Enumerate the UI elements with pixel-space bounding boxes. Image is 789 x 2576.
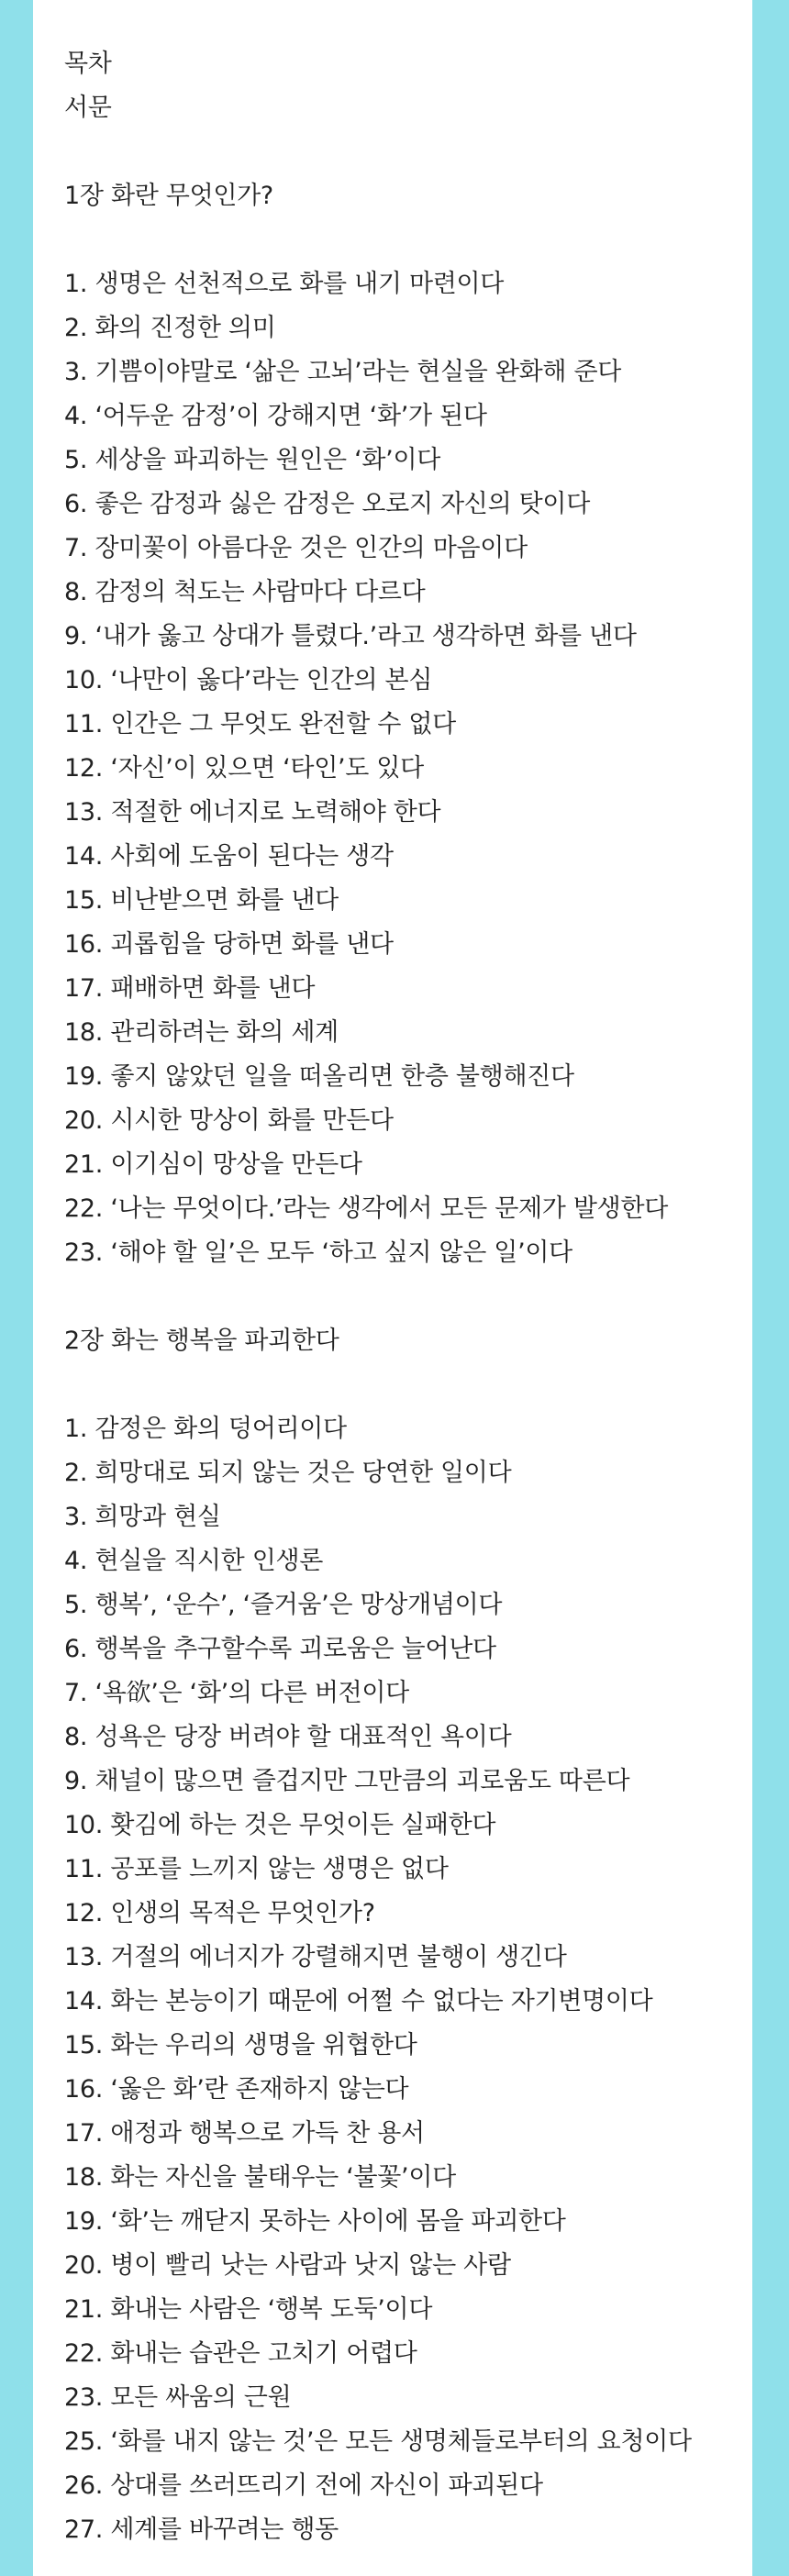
toc-item[interactable]: 6. 행복을 추구할수록 괴로움은 늘어난다 [64, 1635, 496, 1663]
toc-item[interactable]: 4. 현실을 직시한 인생론 [64, 1547, 324, 1575]
spacer [64, 1363, 743, 1407]
toc-item[interactable]: 17. 패배하면 화를 낸다 [64, 974, 316, 1003]
preface-entry[interactable]: 서문 [64, 94, 112, 122]
spacer [64, 1275, 743, 1319]
toc-item[interactable]: 20. 병이 빨리 낫는 사람과 낫지 않는 사람 [64, 2251, 511, 2280]
toc-item[interactable]: 9. 채널이 많으면 즐겁지만 그만큼의 괴로움도 따른다 [64, 1767, 630, 1795]
toc-item[interactable]: 27. 세계를 바꾸려는 행동 [64, 2515, 339, 2544]
toc-item[interactable]: 1. 감정은 화의 덩어리이다 [64, 1415, 347, 1443]
toc-item[interactable]: 18. 화는 자신을 불태우는 ‘불꽃’이다 [64, 2163, 456, 2192]
toc-item[interactable]: 2. 화의 진정한 의미 [64, 314, 276, 342]
toc-item[interactable]: 13. 적절한 에너지로 노력해야 한다 [64, 798, 441, 827]
toc-item[interactable]: 18. 관리하려는 화의 세계 [64, 1018, 339, 1047]
toc-item[interactable]: 1. 생명은 선천적으로 화를 내기 마련이다 [64, 270, 505, 298]
toc-item[interactable]: 21. 이기심이 망상을 만든다 [64, 1150, 362, 1179]
toc-item[interactable]: 22. ‘나는 무엇이다.’라는 생각에서 모든 문제가 발생한다 [64, 1194, 669, 1223]
toc-item[interactable]: 19. 좋지 않았던 일을 떠올리면 한층 불행해진다 [64, 1062, 574, 1091]
toc-item[interactable]: 21. 화내는 사람은 ‘행복 도둑’이다 [64, 2295, 433, 2324]
spacer [64, 218, 743, 262]
toc-item[interactable]: 9. ‘내가 옳고 상대가 틀렸다.’라고 생각하면 화를 낸다 [64, 622, 637, 650]
toc-item[interactable]: 7. 장미꽃이 아름다운 것은 인간의 마음이다 [64, 534, 528, 562]
toc-item[interactable]: 3. 기쁨이야말로 ‘삶은 고뇌’라는 현실을 완화해 준다 [64, 358, 622, 386]
toc-item[interactable]: 4. ‘어두운 감정’이 강해지면 ‘화’가 된다 [64, 402, 487, 430]
toc-item[interactable]: 16. 괴롭힘을 당하면 화를 낸다 [64, 930, 394, 959]
toc-item[interactable]: 15. 화는 우리의 생명을 위협한다 [64, 2031, 417, 2060]
toc-item[interactable]: 11. 인간은 그 무엇도 완전할 수 없다 [64, 710, 456, 738]
toc-item[interactable]: 15. 비난받으면 화를 낸다 [64, 886, 339, 915]
toc-item[interactable]: 25. ‘화를 내지 않는 것’은 모든 생명체들로부터의 요청이다 [64, 2427, 692, 2456]
chapter-1-title[interactable]: 1장 화란 무엇인가? [64, 182, 273, 210]
table-of-contents [64, 42, 743, 2552]
toc-item[interactable]: 14. 사회에 도움이 된다는 생각 [64, 842, 394, 871]
toc-item[interactable]: 16. ‘옳은 화’란 존재하지 않는다 [64, 2075, 409, 2104]
toc-item[interactable]: 12. 인생의 목적은 무엇인가? [64, 1899, 375, 1927]
toc-item[interactable]: 14. 화는 본능이기 때문에 어쩔 수 없다는 자기변명이다 [64, 1987, 653, 2015]
spacer [64, 130, 743, 174]
toc-item[interactable]: 10. 홧김에 하는 것은 무엇이든 실패한다 [64, 1811, 496, 1839]
toc-item[interactable]: 8. 감정의 척도는 사람마다 다르다 [64, 578, 426, 606]
toc-item[interactable]: 6. 좋은 감정과 싫은 감정은 오로지 자신의 탓이다 [64, 490, 590, 518]
toc-item[interactable]: 26. 상대를 쓰러뜨리기 전에 자신이 파괴된다 [64, 2471, 543, 2500]
chapter-2-title[interactable]: 2장 화는 행복을 파괴한다 [64, 1327, 339, 1355]
toc-item[interactable]: 19. ‘화’는 깨닫지 못하는 사이에 몸을 파괴한다 [64, 2207, 566, 2236]
toc-item[interactable]: 7. ‘욕欲’은 ‘화’의 다른 버전이다 [64, 1679, 409, 1707]
toc-item[interactable]: 8. 성욕은 당장 버려야 할 대표적인 욕이다 [64, 1723, 512, 1751]
chapter-2-items [64, 1407, 743, 2552]
toc-item[interactable]: 12. ‘자신’이 있으면 ‘타인’도 있다 [64, 754, 424, 783]
toc-item[interactable]: 10. ‘나만이 옳다’라는 인간의 본심 [64, 666, 433, 694]
toc-item[interactable]: 13. 거절의 에너지가 강렬해지면 불행이 생긴다 [64, 1943, 567, 1971]
toc-item[interactable]: 2. 희망대로 되지 않는 것은 당연한 일이다 [64, 1459, 512, 1487]
document-page [33, 0, 752, 2576]
toc-item[interactable]: 20. 시시한 망상이 화를 만든다 [64, 1106, 394, 1135]
toc-item[interactable]: 17. 애정과 행복으로 가득 찬 용서 [64, 2119, 425, 2148]
toc-item[interactable]: 5. 세상을 파괴하는 원인은 ‘화’이다 [64, 446, 441, 474]
toc-item[interactable]: 22. 화내는 습관은 고치기 어렵다 [64, 2339, 417, 2368]
toc-item[interactable]: 11. 공포를 느끼지 않는 생명은 없다 [64, 1855, 449, 1883]
toc-item[interactable]: 3. 희망과 현실 [64, 1503, 221, 1531]
toc-item[interactable]: 23. ‘해야 할 일’은 모두 ‘하고 싶지 않은 일’이다 [64, 1238, 572, 1267]
chapter-1-items [64, 262, 743, 1275]
toc-heading: 목차 [64, 50, 112, 78]
toc-item[interactable]: 5. 행복’, ‘운수’, ‘즐거움’은 망상개념이다 [64, 1591, 503, 1619]
toc-item[interactable]: 23. 모든 싸움의 근원 [64, 2383, 292, 2412]
